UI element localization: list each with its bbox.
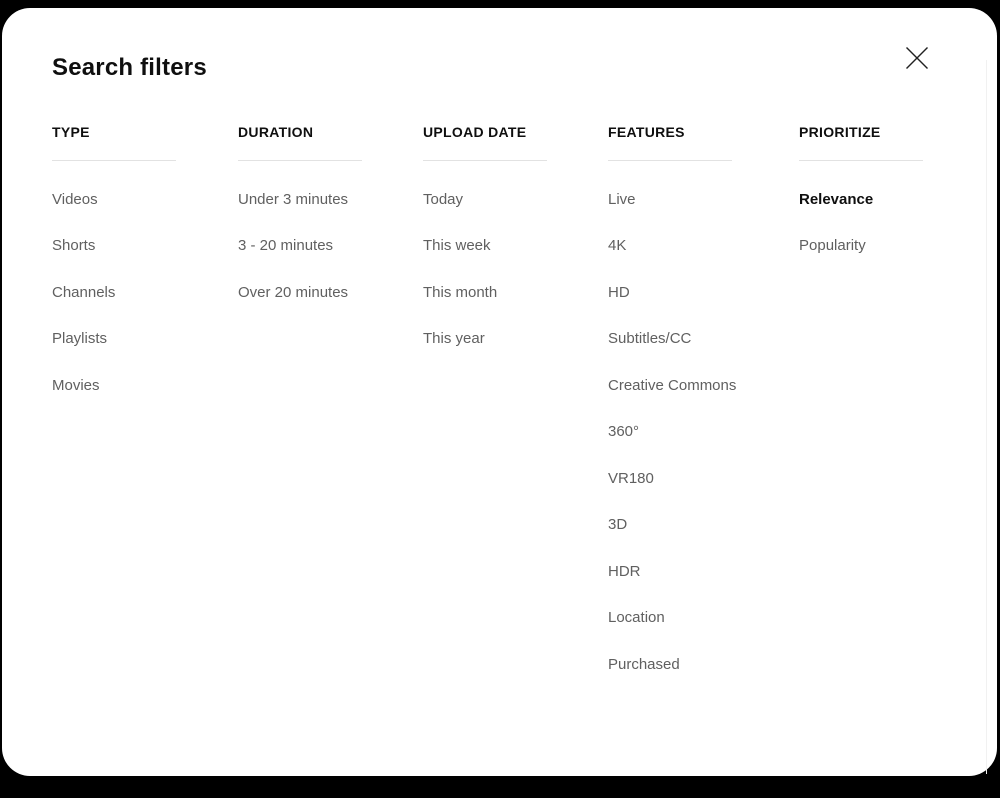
filter-option-today[interactable]: Today <box>423 190 464 208</box>
filter-option-this-month[interactable]: This month <box>423 283 498 301</box>
filter-option-shorts[interactable]: Shorts <box>52 237 96 255</box>
filter-option-this-week[interactable]: This week <box>423 237 491 255</box>
filter-option-3d[interactable]: 3D <box>608 516 628 534</box>
close-button[interactable] <box>903 44 931 72</box>
filter-option-videos[interactable]: Videos <box>52 190 98 208</box>
filter-option-channels[interactable]: Channels <box>52 283 116 301</box>
filter-option-creative-commons[interactable]: Creative Commons <box>608 376 737 394</box>
column-header-features: FEATURES <box>608 124 685 140</box>
filter-column-upload-date <box>423 124 593 362</box>
option-list-type <box>52 176 222 409</box>
filter-option-movies[interactable]: Movies <box>52 376 100 394</box>
filter-option-subtitles-cc[interactable]: Subtitles/CC <box>608 330 692 348</box>
option-list-features <box>608 176 778 688</box>
filter-option-3-20-minutes[interactable]: 3 - 20 minutes <box>238 237 334 255</box>
column-header-upload-date: UPLOAD DATE <box>423 124 527 140</box>
option-list-upload-date <box>423 176 593 362</box>
filter-option-hd[interactable]: HD <box>608 283 630 301</box>
filter-option-4k[interactable]: 4K <box>608 237 627 255</box>
filter-column-features <box>608 124 778 688</box>
filter-column-duration <box>238 124 408 316</box>
filter-option-under-3-minutes[interactable]: Under 3 minutes <box>238 190 349 208</box>
column-divider <box>799 160 923 161</box>
filter-option-popularity[interactable]: Popularity <box>799 237 866 255</box>
filter-option-this-year[interactable]: This year <box>423 330 485 348</box>
filter-option-vr180[interactable]: VR180 <box>608 469 654 487</box>
filter-option-playlists[interactable]: Playlists <box>52 330 108 348</box>
close-icon <box>905 46 929 70</box>
column-header-duration: DURATION <box>238 124 314 140</box>
column-header-prioritize: PRIORITIZE <box>799 124 881 140</box>
filter-option-360[interactable]: 360° <box>608 423 640 441</box>
column-divider <box>52 160 176 161</box>
filter-option-live[interactable]: Live <box>608 190 636 208</box>
option-list-prioritize <box>799 176 969 269</box>
filter-option-purchased[interactable]: Purchased <box>608 655 680 673</box>
column-divider <box>238 160 362 161</box>
filter-option-hdr[interactable]: HDR <box>608 562 641 580</box>
filter-option-over-20-minutes[interactable]: Over 20 minutes <box>238 283 349 301</box>
filter-option-location[interactable]: Location <box>608 609 665 627</box>
dialog-title: Search filters <box>52 54 207 81</box>
column-divider <box>423 160 547 161</box>
filter-column-prioritize <box>799 124 969 269</box>
scrollbar[interactable] <box>986 60 987 774</box>
search-filters-dialog <box>2 8 997 776</box>
filter-option-relevance[interactable]: Relevance <box>799 190 874 208</box>
column-header-type: TYPE <box>52 124 90 140</box>
option-list-duration <box>238 176 408 316</box>
filter-column-type <box>52 124 222 409</box>
column-divider <box>608 160 732 161</box>
